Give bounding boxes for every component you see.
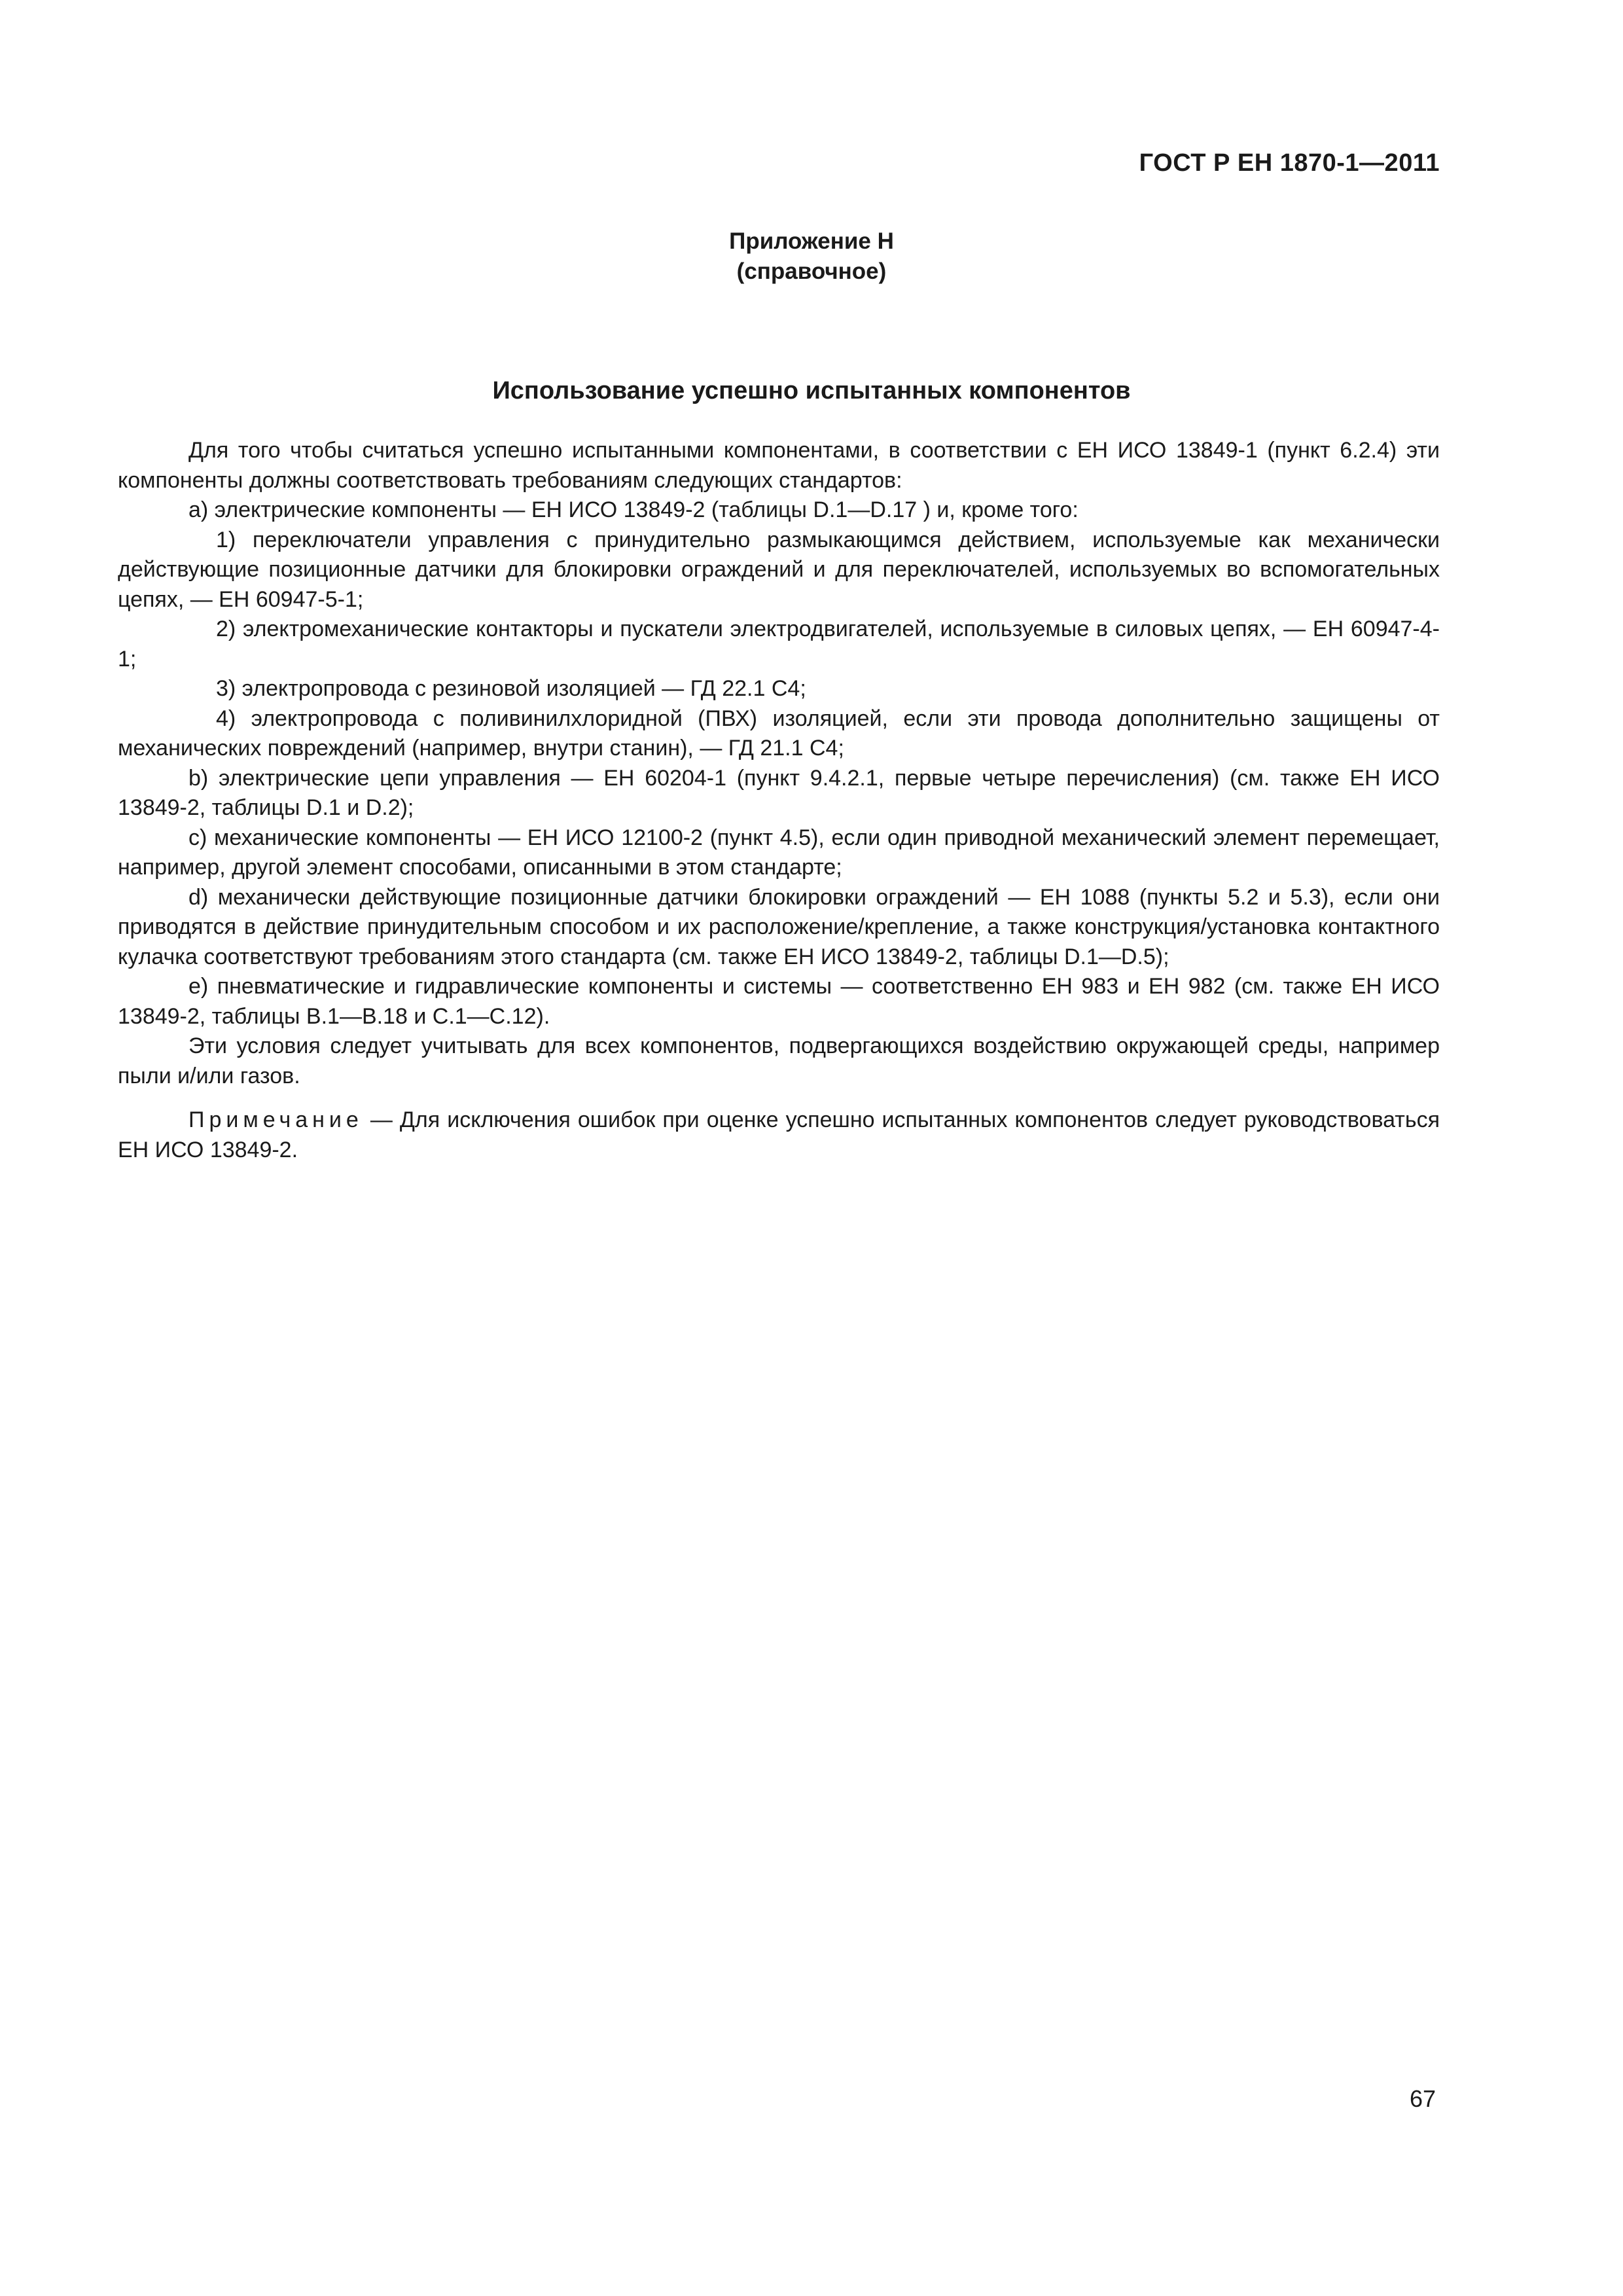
sub-item-4: 4) электропровода с поливинилхлоридной (ПВХ) изоляцией, если эти провода дополнительно защищены от механических повреждений (например, внутри станин), — ГД 21.1 С4; <box>118 706 1440 761</box>
paragraph-conditions: Эти условия следует учитывать для всех компонентов, подвергающихся воздействию окружающей среды, например пыли и/или газов. <box>118 1033 1440 1088</box>
document-code: ГОСТ Р ЕН 1870-1—2011 <box>1139 149 1440 177</box>
paragraph-intro: Для того чтобы считаться успешно испытанными компонентами, в соответствии с ЕН ИСО 13849-1 (пункт 6.2.4) эти компоненты должны соответствовать требованиям следующих стандартов: <box>118 438 1440 493</box>
sub-item-1: 1) переключатели управления с принудительно размыкающимся действием, используемые как механически действующие позиционные датчики для блокировки ограждений и для переключателей, используемых во вспомогательных цепях, — ЕН 60947-5-1; <box>118 527 1440 612</box>
note <box>118 1105 1440 1165</box>
list-item-d: d) механически действующие позиционные датчики блокировки ограждений — ЕН 1088 (пункты 5.2 и 5.3), если они приводятся в действие принудительным способом и их расположение/крепление, а также конструкция/установка контактного кулачка соответствуют требованиям этого стандарта (см. также ЕН ИСО 13849-2, таблицы D.1—D.5); <box>118 884 1440 969</box>
body-text <box>118 436 1440 1165</box>
note-label: Примечание <box>188 1107 363 1132</box>
list-item-c: c) механические компоненты — ЕН ИСО 12100-2 (пункт 4.5), если один приводной механический элемент перемещает, например, другой элемент способами, описанными в этом стандарте; <box>118 825 1440 880</box>
appendix-type: (справочное) <box>736 259 887 284</box>
list-item-a: а) электрические компоненты — ЕН ИСО 13849-2 (таблицы D.1—D.17 ) и, кроме того: <box>188 497 1079 522</box>
sub-item-3: 3) электропровода с резиновой изоляцией — ГД 22.1 С4; <box>216 676 806 701</box>
note-text: — Для исключения ошибок при оценке успешно испытанных компонентов следует руководствоваться ЕН ИСО 13849-2. <box>118 1107 1440 1162</box>
sub-item-2: 2) электромеханические контакторы и пускатели электродвигателей, используемые в силовых цепях, — ЕН 60947-4-1; <box>118 617 1440 672</box>
appendix-heading <box>0 226 1623 287</box>
section-title: Использование успешно испытанных компонентов <box>492 377 1131 404</box>
list-item-b: b) электрические цепи управления — ЕН 60204-1 (пункт 9.4.2.1, первые четыре перечисления) (см. также ЕН ИСО 13849-2, таблицы D.1 и D.2); <box>118 765 1440 820</box>
appendix-title: Приложение Н <box>729 228 894 254</box>
page-number: 67 <box>1409 2085 1436 2112</box>
list-item-e: e) пневматические и гидравлические компоненты и системы — соответственно ЕН 983 и ЕН 982 (см. также ЕН ИСО 13849-2, таблицы В.1—В.18 и С.1—С.12). <box>118 974 1440 1029</box>
